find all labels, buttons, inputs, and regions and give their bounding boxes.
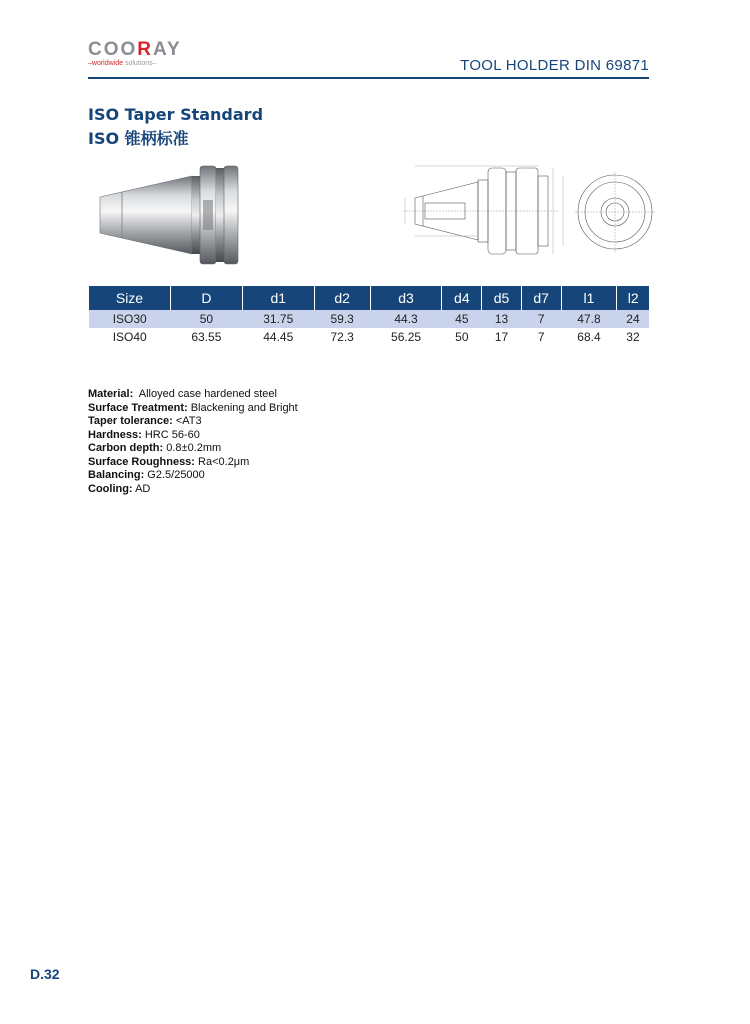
dimension-table	[89, 286, 649, 346]
property-row	[88, 429, 298, 443]
table-row	[89, 328, 649, 346]
property-label: Carbon depth:	[88, 442, 164, 454]
table-cell: 56.25	[391, 330, 422, 344]
technical-drawing-side-view	[393, 158, 573, 264]
technical-drawing-front-view	[575, 170, 655, 255]
table-cell: 68.4	[577, 330, 601, 344]
table-cell: 45	[442, 310, 482, 328]
property-value: <AT3	[175, 415, 202, 427]
property-row	[88, 456, 298, 470]
material-properties	[88, 388, 298, 496]
table-cell: 7	[537, 330, 545, 344]
property-row	[88, 469, 298, 483]
page-number: D.32	[30, 966, 60, 982]
column-header-d4: d4	[442, 286, 482, 310]
column-header-d: D	[170, 286, 242, 310]
table-cell: ISO40	[112, 330, 147, 344]
property-label: Balancing:	[88, 469, 145, 481]
table-row	[89, 310, 649, 328]
table-cell: 59.3	[314, 310, 370, 328]
logo-tagline: –worldwide solutions–	[88, 60, 157, 67]
table-cell: ISO30	[89, 310, 170, 328]
property-row	[88, 402, 298, 416]
property-value: 0.8±0.2mm	[166, 442, 222, 454]
column-header-d5: d5	[482, 286, 522, 310]
table-cell: 50	[170, 310, 242, 328]
table-cell: 44.45	[263, 330, 294, 344]
property-label: Hardness:	[88, 428, 142, 441]
table-cell: 32	[626, 330, 640, 344]
table-cell: 44.3	[370, 310, 442, 328]
table-header-row	[89, 286, 649, 310]
table-cell: 17	[494, 330, 509, 344]
property-row	[88, 442, 298, 456]
company-logo	[88, 40, 208, 74]
property-label: Surface Treatment:	[88, 401, 188, 414]
table-cell: 31.75	[242, 310, 314, 328]
property-row	[88, 388, 298, 402]
property-value: AD	[135, 482, 151, 495]
section-title-chinese: ISO 锥柄标准	[88, 129, 189, 148]
section-title-english: ISO Taper Standard	[88, 105, 264, 124]
property-value: HRC 56-60	[144, 428, 200, 441]
property-row	[88, 483, 298, 497]
header-divider	[88, 77, 649, 79]
property-value: Blackening and Bright	[190, 401, 298, 414]
document-title: TOOL HOLDER DIN 69871	[460, 57, 649, 74]
column-header-d7: d7	[521, 286, 561, 310]
table-cell: 7	[521, 310, 561, 328]
property-label: Surface Roughness:	[88, 455, 195, 468]
table-cell: 63.55	[191, 330, 222, 344]
property-value: Alloyed case hardened steel	[138, 388, 277, 400]
property-label: Material:	[88, 388, 134, 400]
table-cell: 72.3	[330, 330, 354, 344]
table-cell: 47.8	[561, 310, 617, 328]
tool-holder-photo	[92, 160, 242, 270]
column-header-l1: l1	[561, 286, 617, 310]
column-header-d1: d1	[242, 286, 314, 310]
logo-wordmark: COORAY	[88, 39, 182, 60]
property-value: Ra<0.2μm	[198, 455, 250, 468]
property-label: Taper tolerance:	[88, 415, 173, 427]
column-header-d2: d2	[314, 286, 370, 310]
table-cell: 24	[617, 310, 649, 328]
property-row	[88, 415, 298, 429]
column-header-d3: d3	[370, 286, 442, 310]
property-label: Cooling:	[88, 482, 133, 495]
table-cell: 13	[482, 310, 522, 328]
column-header-size: Size	[89, 286, 170, 310]
column-header-l2: l2	[617, 286, 649, 310]
table-cell: 50	[455, 330, 469, 344]
property-value: G2.5/25000	[147, 469, 205, 481]
